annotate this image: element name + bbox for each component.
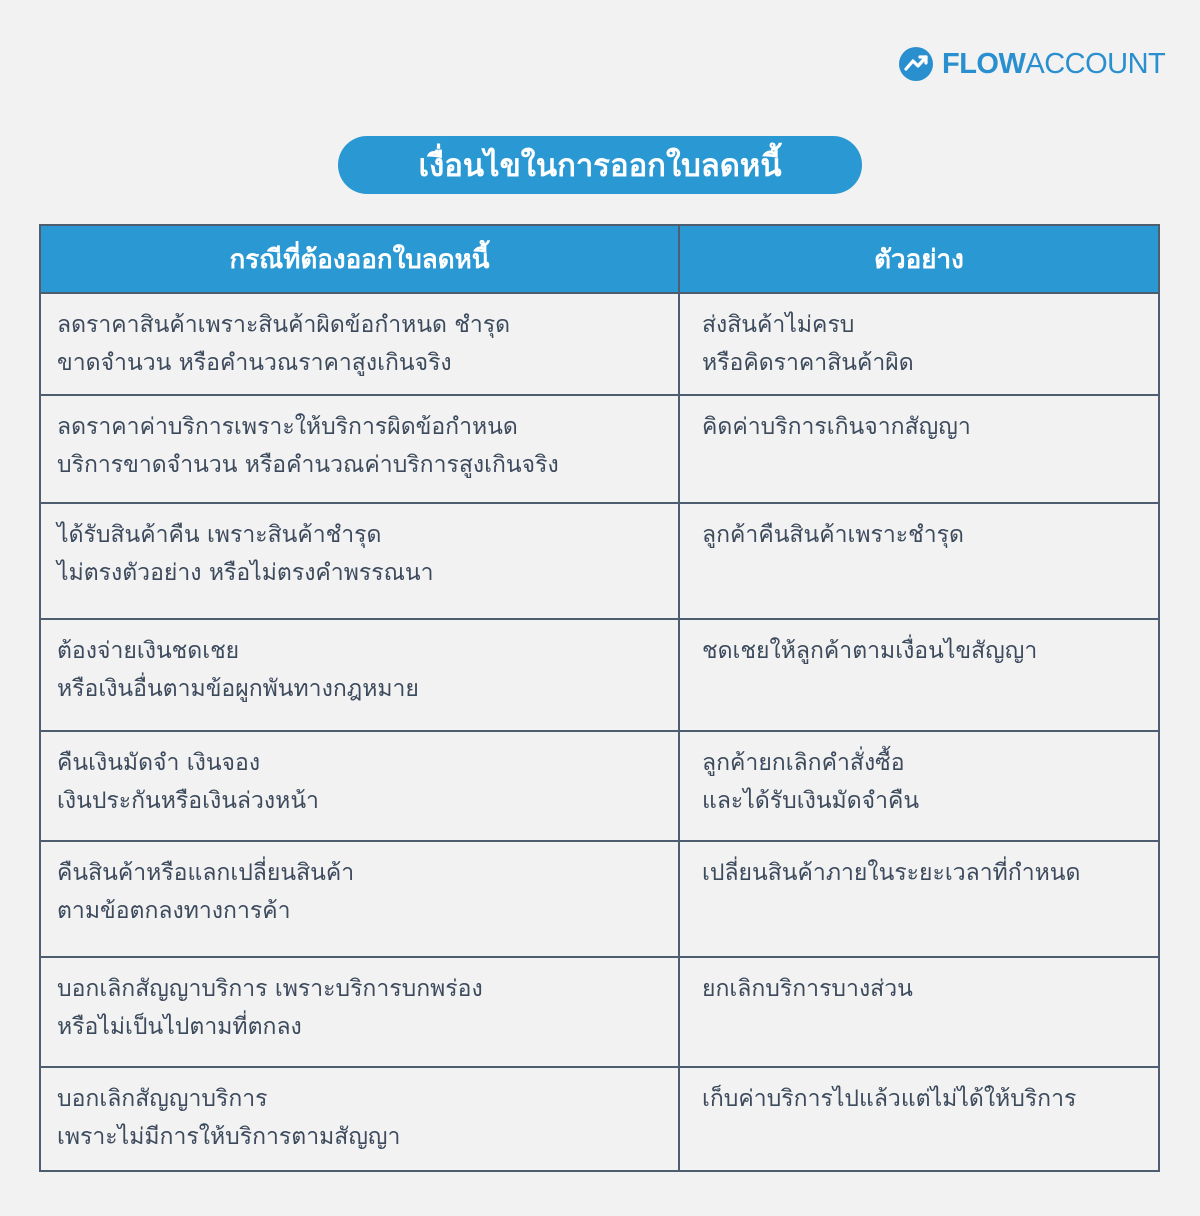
example-cell [680,504,1158,618]
table-header-row [41,226,1158,292]
logo-wordmark [942,47,1166,80]
case-cell [41,958,680,1066]
case-cell [41,504,680,618]
example-text-line: ลูกค้าคืนสินค้าเพราะชำรุด [702,522,964,548]
header-example: ตัวอย่าง [874,244,964,275]
case-cell [41,1068,680,1170]
case-cell [41,842,680,956]
case-cell [41,620,680,730]
case-text-line: ไม่ตรงตัวอย่าง หรือไม่ตรงคำพรรณนา [57,560,434,586]
case-text-line: หรือไม่เป็นไปตามที่ตกลง [57,1014,302,1040]
page-title: เงื่อนไขในการออกใบลดหนี้ [338,136,862,194]
case-text-line: เงินประกันหรือเงินล่วงหน้า [57,788,319,814]
example-cell [680,294,1158,394]
case-text-line: บอกเลิกสัญญาบริการ เพราะบริการบกพร่อง [57,976,483,1002]
case-text-line: ตามข้อตกลงทางการค้า [57,898,291,924]
example-text-line: ส่งสินค้าไม่ครบ [702,312,855,338]
example-text-line: หรือคิดราคาสินค้าผิด [702,350,914,376]
table-body [41,292,1158,1170]
case-text-line: คืนเงินมัดจำ เงินจอง [57,750,261,776]
case-cell [41,732,680,840]
flowaccount-logo [898,44,1165,84]
table-row [41,292,1158,394]
example-cell [680,842,1158,956]
table-row [41,730,1158,840]
example-text-line: เปลี่ยนสินค้าภายในระยะเวลาที่กำหนด [702,860,1081,886]
case-text-line: ลดราคาค่าบริการเพราะให้บริการผิดข้อกำหนด [57,414,518,440]
case-text-line: หรือเงินอื่นตามข้อผูกพันทางกฎหมาย [57,676,419,702]
case-text-line: บริการขาดจำนวน หรือคำนวณค่าบริการสูงเกินจริง [57,452,559,478]
table-row [41,618,1158,730]
case-cell [41,294,680,394]
example-text-line: เก็บค่าบริการไปแล้วแต่ไม่ได้ให้บริการ [702,1086,1077,1112]
example-cell [680,396,1158,502]
credit-note-conditions-table [39,224,1160,1172]
case-text-line: ต้องจ่ายเงินชดเชย [57,638,240,664]
example-text-line: ลูกค้ายกเลิกคำสั่งซื้อ [702,750,905,776]
example-text-line: ชดเชยให้ลูกค้าตามเงื่อนไขสัญญา [702,638,1038,664]
case-text-line: ลดราคาสินค้าเพราะสินค้าผิดข้อกำหนด ชำรุด [57,312,511,338]
table-row [41,394,1158,502]
case-text-line: บอกเลิกสัญญาบริการ [57,1086,268,1112]
example-cell [680,732,1158,840]
case-text-line: เพราะไม่มีการให้บริการตามสัญญา [57,1124,401,1150]
case-cell [41,396,680,502]
example-cell [680,1068,1158,1170]
case-text-line: คืนสินค้าหรือแลกเปลี่ยนสินค้า [57,860,355,886]
table-row [41,956,1158,1066]
table-row [41,502,1158,618]
trend-up-icon [898,46,934,82]
header-case: กรณีที่ต้องออกใบลดหนี้ [41,226,680,292]
table-row [41,840,1158,956]
case-text-line: ขาดจำนวน หรือคำนวณราคาสูงเกินจริง [57,350,452,376]
example-text-line: ยกเลิกบริการบางส่วน [702,976,913,1002]
example-cell [680,958,1158,1066]
logo-word-light: ACCOUNT [1025,47,1166,80]
case-text-line: ได้รับสินค้าคืน เพราะสินค้าชำรุด [57,522,382,548]
example-text-line: และได้รับเงินมัดจำคืน [702,788,920,814]
example-cell [680,620,1158,730]
table-row [41,1066,1158,1170]
example-text-line: คิดค่าบริการเกินจากสัญญา [702,414,971,440]
logo-word-bold: FLOW [942,47,1026,80]
